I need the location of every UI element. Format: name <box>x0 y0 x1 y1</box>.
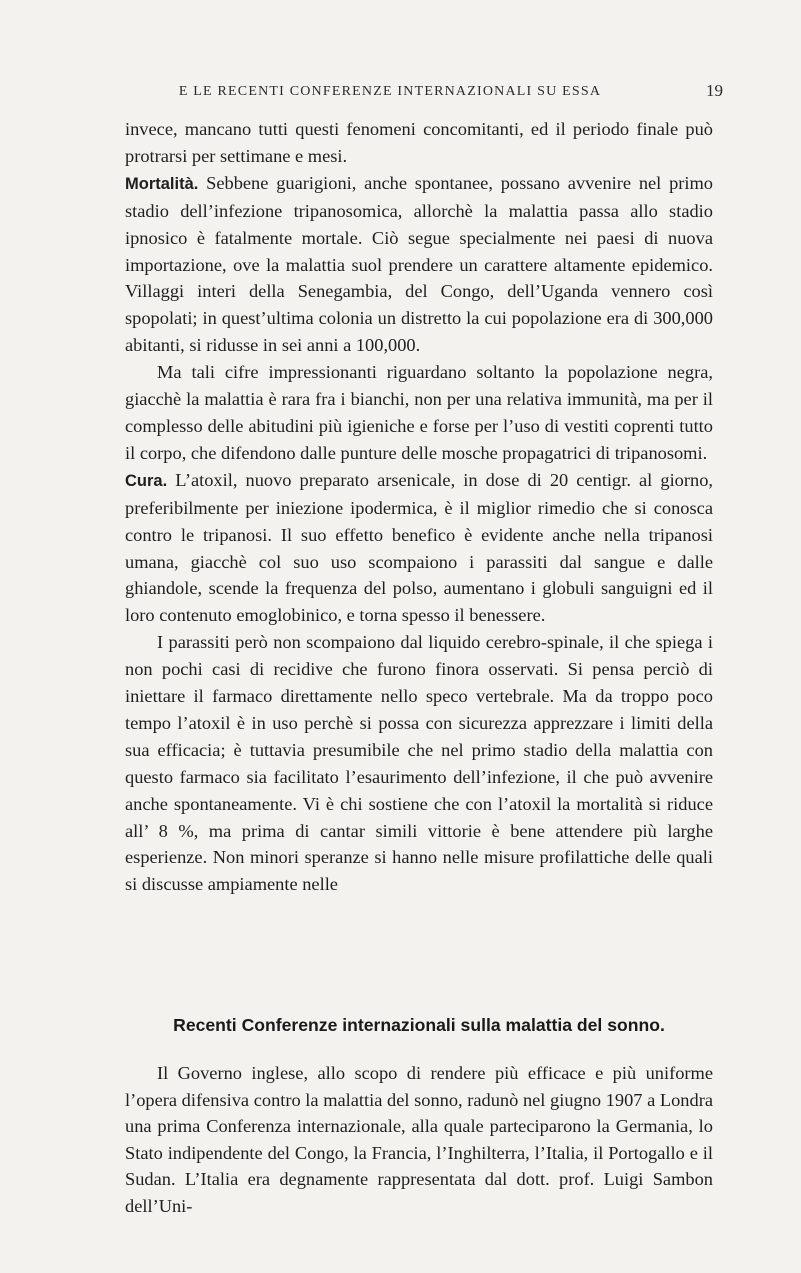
section-heading: Recenti Conferenze internazionali sulla malattia del sonno. <box>173 1015 665 1035</box>
page-number: 19 <box>706 81 723 100</box>
paragraph <box>125 467 713 629</box>
section-body-text <box>125 1060 713 1220</box>
paragraph <box>125 1060 713 1220</box>
paragraph <box>125 629 713 898</box>
paragraph-text: Il Governo inglese, allo scopo di rendere più efficace e più uniforme l’opera difensiva contro la malattia del sonno, radunò nel giugno 1907 a Londra una prima Conferenza internazionale, alla quale parteciparono la Germania, lo Stato indipendente del Congo, la Francia, l’Inghilterra, l’Italia, il Portogallo e il Sudan. L’Italia era degnamente rappresentata dal dott. prof. Luigi Sambon dell’Uni- <box>125 1063 713 1216</box>
runin-heading-cura: Cura. <box>125 471 168 490</box>
paragraph-text: I parassiti però non scompaiono dal liquido cerebro-spinale, il che spiega i non pochi casi di recidive che furono finora osservati. Si pensa perciò di iniettare il farmaco direttamente nello speco vertebrale. Ma da troppo poco tempo l’atoxil è in uso perchè si possa con sicurezza apprezzare i limiti della sua efficacia; è tuttavia presumibile che nel primo stadio della malattia con questo farmaco sia facilitato l’esaurimento dell’infezione, il che può avvenire anche spontaneamente. Vi è chi sostiene che con l’atoxil la mortalità si riduce all’ 8 %, ma prima di cantar simili vittorie è bene attendere più larghe esperienze. Non minori speranze si hanno nelle misure profilattiche delle quali si discusse ampiamente nelle <box>125 632 713 895</box>
paragraph <box>125 359 713 467</box>
paragraph-text: L’atoxil, nuovo preparato arsenicale, in dose di 20 centigr. al giorno, preferibilmente per iniezione ipodermica, è il miglior rimedio che si conosca contro le tripanosi. Il suo effetto benefico è evidente anche nella tripanosi umana, giacchè col suo uso scompaiono i parassiti dal sangue e dalle ghiandole, scende la frequenza del polso, aumentano i globuli sanguigni ed il loro contenuto emoglobinico, e torna spesso il benessere. <box>125 469 713 626</box>
paragraph <box>125 170 713 359</box>
runin-heading-mortalita: Mortalità. <box>125 174 199 193</box>
paragraph-text: invece, mancano tutti questi fenomeni concomitanti, ed il periodo finale può protrarsi per settimane e mesi. <box>125 119 713 166</box>
body-text <box>125 116 713 898</box>
paragraph <box>125 116 713 170</box>
running-head: E LE RECENTI CONFERENZE INTERNAZIONALI SU ESSA <box>178 84 602 99</box>
paragraph-text: Sebbene guarigioni, anche spontanee, possano avvenire nel primo stadio dell’infezione tripanosomica, allorchè la malattia passa allo stadio ipnosico è fatalmente mortale. Ciò segue specialmente nei paesi di nuova importazione, ove la malattia suol prendere un carattere altamente epidemico. Villaggi interi della Senegambia, del Congo, dell’Uganda vennero così spopolati; in quest’ultima colonia un distretto la cui popolazione era di 300,000 abitanti, si ridusse in sei anni a 100,000. <box>125 172 713 356</box>
paragraph-text: Ma tali cifre impressionanti riguardano soltanto la popolazione negra, giacchè la malattia è rara fra i bianchi, non per una relativa immunità, ma per il complesso delle abitudini più igieniche e forse per l’uso di vestiti coprenti tutto il corpo, che difendono dalle punture delle mosche propagatrici di tripanosomi. <box>125 362 713 463</box>
